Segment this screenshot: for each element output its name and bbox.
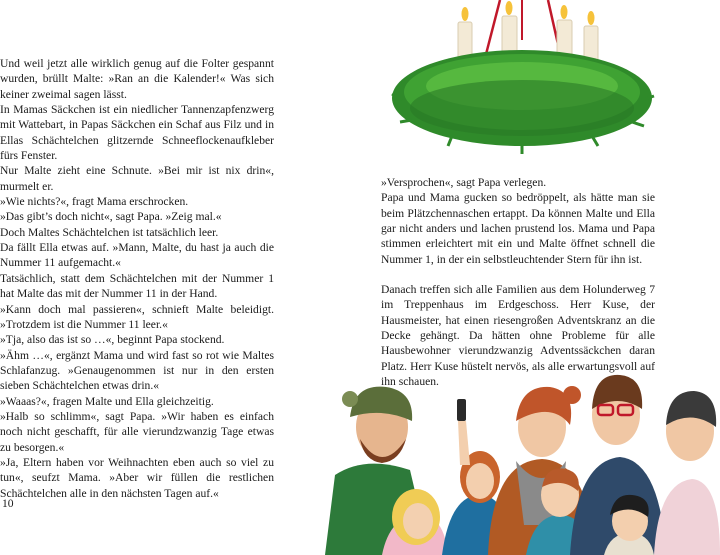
paragraph: »Das gibt’s doch nicht«, sagt Papa. »Zeig mal.« bbox=[0, 210, 222, 224]
paragraph: »Ähm …«, ergänzt Mama und wird fast so rot wie Maltes Schlafanzug. »Genaugenommen ist nur in den ersten sieben Schächtelchen etwas drin.« bbox=[0, 348, 274, 393]
paragraph: Papa und Mama gucken so bedröppelt, als hätte man sie beim Plätzchennaschen ertappt. Da können Malte und Ella gar nicht anders und lachen prustend los. Mama und Papa stimmen erleichtert mit ein und Malte öffnet schnell die Nummer 1, in der ein selbstleuchtender Stern für ihn ist. bbox=[381, 191, 655, 266]
paragraph: »Kann doch mal passieren«, schnieft Malte beleidigt. »Trotzdem ist die Nummer 11 leer.« bbox=[0, 302, 274, 331]
paragraph: Danach treffen sich alle Familien aus dem Holunderweg 7 im Treppenhaus im Erdgeschoss. Herr Kuse, der Hausmeister, hat einen riesengroßen Adventskranz an die Decke gehängt. Da hätten ohne Probleme für alle Hausbewohner vierundzwanzig Adventssäckchen daran Platz. Herr Kuse hüstelt nervös, als alle erwartungsvoll auf ihn schauen. bbox=[381, 283, 655, 389]
paragraph: »Versprochen«, sagt Papa verlegen. bbox=[381, 176, 547, 189]
paragraph: Da fällt Ella etwas auf. »Mann, Malte, du hast ja auch die Nummer 11 aufgemacht.« bbox=[0, 241, 274, 270]
paragraph: Tatsächlich, statt dem Schächtelchen mit der Nummer 1 hat Malte das mit der Nummer 11 in der Hand. bbox=[0, 271, 274, 301]
paragraph: »Tja, also das ist so …«, beginnt Papa stockend. bbox=[0, 333, 225, 347]
paragraph: Doch Maltes Schächtelchen ist tatsächlich leer. bbox=[0, 225, 219, 239]
paragraph: Und weil jetzt alle wirklich genug auf die Folter gespannt wurden, brüllt Malte: »Ran an die Kalender!« Was sich keiner zweimal sagen lässt. bbox=[0, 57, 274, 101]
man-right-figure bbox=[654, 391, 720, 555]
page-number: 10 bbox=[2, 497, 14, 510]
paragraph: »Halb so schlimm«, sagt Papa. »Wir haben es einfach noch nicht geschafft, für alle vierundzwanzig Tage etwas zu besorgen.« bbox=[0, 409, 274, 454]
left-text-column bbox=[0, 56, 274, 501]
advent-wreath-illustration bbox=[372, 0, 672, 160]
right-text-column bbox=[381, 175, 655, 389]
family-illustration bbox=[320, 365, 720, 555]
paragraph: Nur Malte zieht eine Schnute. »Bei mir ist nix drin«, murmelt er. bbox=[0, 164, 274, 193]
paragraph: »Wie nichts?«, fragt Mama erschrocken. bbox=[0, 195, 189, 209]
paragraph: »Waaas?«, fragen Malte und Ella gleichzeitig. bbox=[0, 394, 214, 408]
paragraph: In Mamas Säckchen ist ein niedlicher Tannenzapfenzwerg mit Wattebart, in Papas Säckchen ein Schaf aus Filz und in Ellas Schächtelchen glitzernde Schneeflockenaufkleber fürs Fenster. bbox=[0, 103, 274, 163]
wreath-icon bbox=[392, 50, 654, 154]
paragraph: »Ja, Eltern haben vor Weihnachten eben auch so viel zu tun«, seufzt Mama. »Aber wir füllen die restlichen Schächtelchen alle in den nächsten Tagen auf.« bbox=[0, 455, 274, 500]
